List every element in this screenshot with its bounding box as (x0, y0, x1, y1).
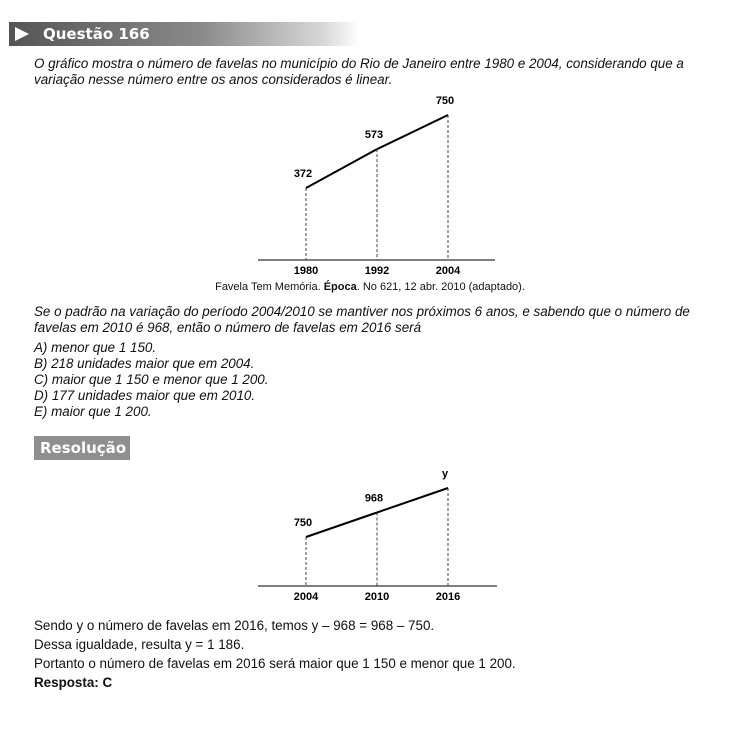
resolution-header (34, 436, 130, 460)
series-segment (377, 115, 448, 149)
resolution-title: Resolução (40, 439, 127, 457)
series-segment (377, 488, 448, 513)
option-e: E) maior que 1 200. (34, 404, 152, 419)
series-segment (306, 149, 377, 188)
source-text: Favela Tem Memória. (215, 281, 324, 293)
data-label: 968 (364, 492, 384, 505)
option-b: B) 218 unidades maior que em 2004. (34, 356, 255, 371)
x-tick-label: 2010 (364, 591, 390, 603)
question-title: Questão 166 (43, 25, 150, 43)
x-tick-label: 2004 (293, 591, 319, 603)
series-segment (306, 513, 377, 538)
x-tick-label: 2016 (435, 591, 461, 603)
x-tick-label: 1980 (293, 265, 319, 277)
source-magazine: Época (323, 281, 357, 293)
data-label: 372 (293, 168, 313, 180)
resolution-line: Sendo y o número de favelas em 2016, temos y – 968 = 968 – 750. (34, 618, 435, 633)
data-label: 750 (435, 95, 455, 107)
answer: Resposta: C (34, 675, 113, 690)
resolution-line: Portanto o número de favelas em 2016 será maior que 1 150 e menor que 1 200. (34, 656, 516, 671)
resolution-text (34, 616, 734, 692)
data-label: y (441, 468, 449, 480)
option-c: C) maior que 1 150 e menor que 1 200. (34, 372, 269, 387)
x-tick-label: 1992 (364, 265, 390, 277)
option-a: A) menor que 1 150. (34, 340, 157, 355)
question-statement: O gráfico mostra o número de favelas no município do Rio de Janeiro entre 1980 e 2004, considerando que a variação nesse número entre os anos considerados é linear. (34, 56, 684, 87)
options-list (34, 340, 268, 420)
data-label: 573 (364, 129, 384, 142)
resolution-line: Dessa igualdade, resulta y = 1 186. (34, 637, 245, 652)
source-text: . No 621, 12 abr. 2010 (adaptado). (356, 281, 525, 293)
chart-source (0, 281, 740, 294)
option-d: D) 177 unidades maior que em 2010. (34, 388, 256, 403)
x-tick-label: 2004 (435, 265, 461, 277)
question-prompt: Se o padrão na variação do período 2004/2010 se mantiver nos próximos 6 anos, e sabendo que o número de favelas em 2010 é 968, então o número de favelas em 2016 será (34, 304, 690, 335)
data-label: 750 (293, 517, 313, 529)
